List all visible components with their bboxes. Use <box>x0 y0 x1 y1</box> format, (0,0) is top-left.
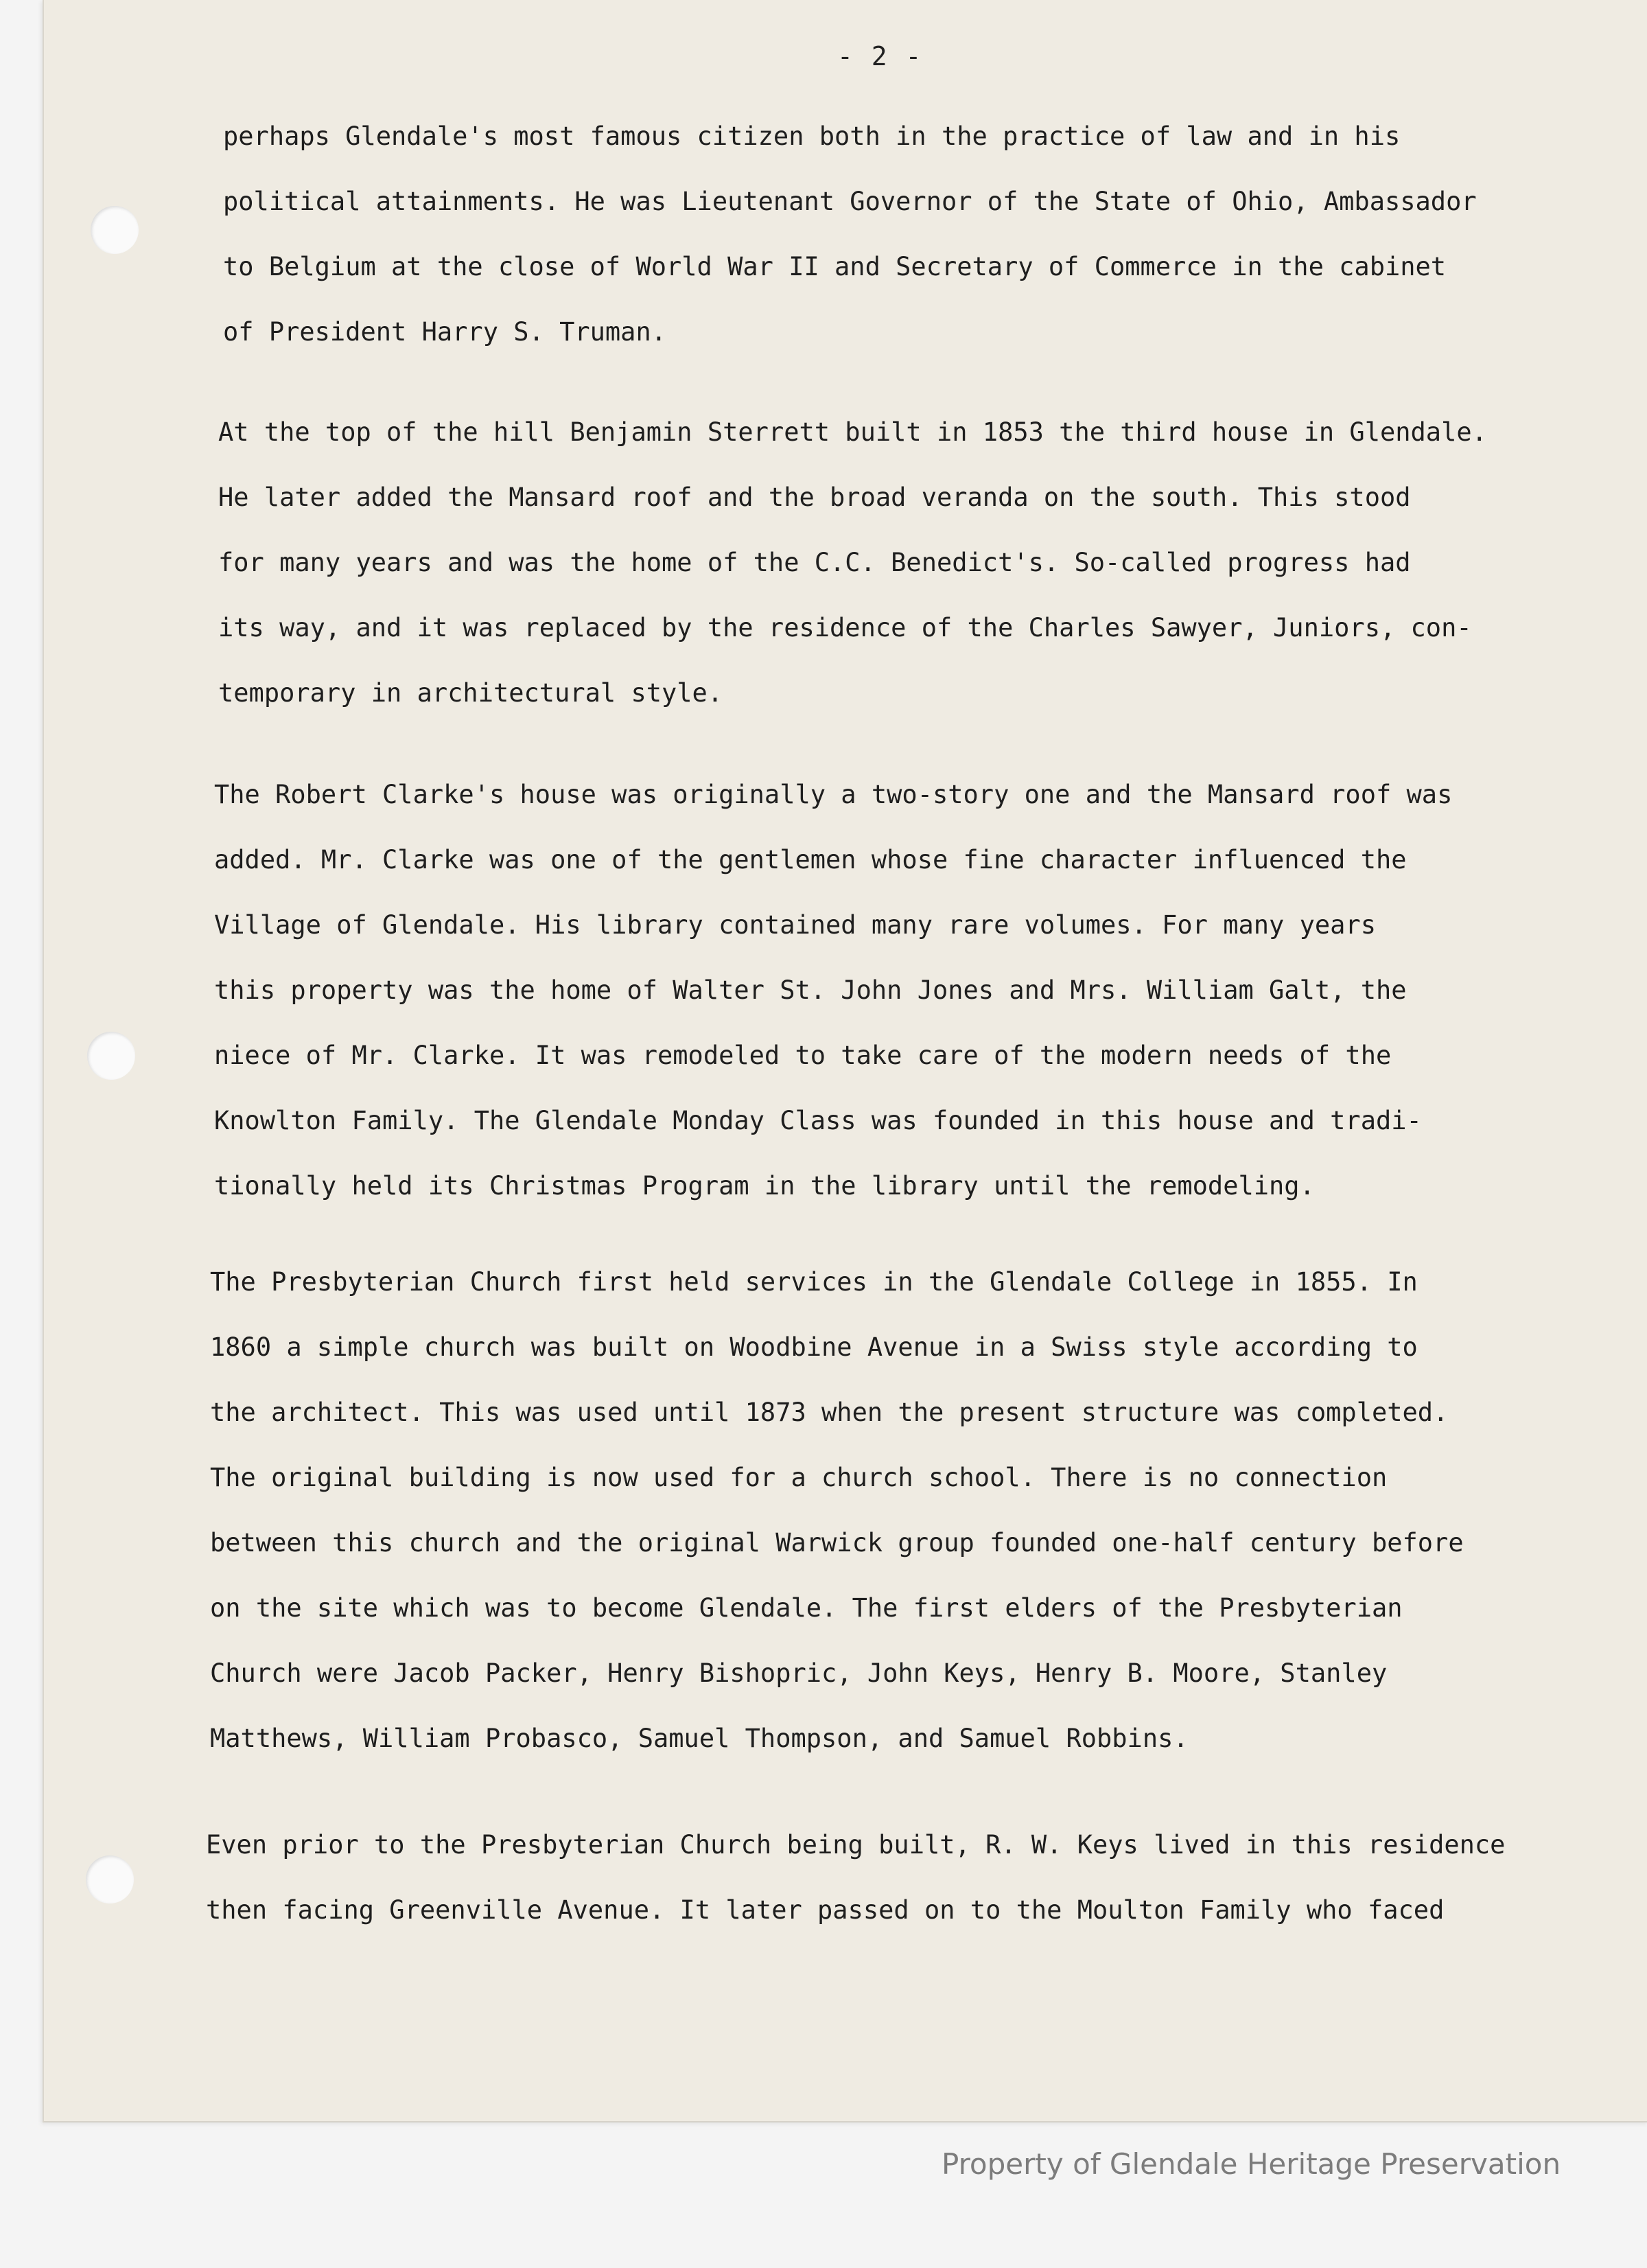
text-line: tionally held its Christmas Program in the library until the remodeling. <box>214 1171 1315 1201</box>
text-line: to Belgium at the close of World War II and Secretary of Commerce in the cabinet <box>223 252 1447 281</box>
text-line: The original building is now used for a church school. There is no connection <box>210 1463 1388 1492</box>
text-line: The Robert Clarke's house was originally a two-story one and the Mansard roof was <box>214 780 1453 809</box>
punch-hole-top <box>91 206 139 254</box>
text-line: The Presbyterian Church first held services in the Glendale College in 1855. In <box>210 1267 1418 1297</box>
text-line: added. Mr. Clarke was one of the gentlemen whose fine character influenced the <box>214 845 1407 875</box>
text-line: Even prior to the Presbyterian Church being built, R. W. Keys lived in this residence <box>206 1830 1506 1860</box>
text-line: He later added the Mansard roof and the broad veranda on the south. This stood <box>218 483 1411 512</box>
paragraph-2 <box>218 400 1563 726</box>
text-line: political attainments. He was Lieutenant Governor of the State of Ohio, Ambassador <box>223 187 1477 216</box>
text-line: temporary in architectural style. <box>218 678 723 708</box>
paragraph-3 <box>214 762 1559 1218</box>
text-line: the architect. This was used until 1873 when the present structure was completed. <box>210 1398 1449 1427</box>
text-line: At the top of the hill Benjamin Sterrett built in 1853 the third house in Glendale. <box>218 417 1487 447</box>
text-line: its way, and it was replaced by the residence of the Charles Sawyer, Juniors, con- <box>218 613 1472 643</box>
footer-watermark: Property of Glendale Heritage Preservation <box>942 2147 1561 2181</box>
text-line: on the site which was to become Glendale. The first elders of the Presbyterian <box>210 1593 1403 1623</box>
punch-hole-bottom <box>86 1855 134 1903</box>
text-line: Matthews, William Probasco, Samuel Thompson, and Samuel Robbins. <box>210 1724 1189 1753</box>
punch-hole-middle <box>87 1032 135 1080</box>
paragraph-5 <box>206 1812 1551 1943</box>
text-line: for many years and was the home of the C.C. Benedict's. So-called progress had <box>218 548 1411 577</box>
text-line: between this church and the original Warwick group founded one-half century before <box>210 1528 1464 1558</box>
text-line: this property was the home of Walter St. John Jones and Mrs. William Galt, the <box>214 975 1407 1005</box>
text-line: Church were Jacob Packer, Henry Bishopric, John Keys, Henry B. Moore, Stanley <box>210 1658 1388 1688</box>
paragraph-4 <box>210 1249 1555 1771</box>
text-line: niece of Mr. Clarke. It was remodeled to take care of the modern needs of the <box>214 1041 1392 1070</box>
text-line: perhaps Glendale's most famous citizen both in the practice of law and in his <box>223 121 1401 151</box>
text-line: 1860 a simple church was built on Woodbine Avenue in a Swiss style according to <box>210 1332 1418 1362</box>
text-line: then facing Greenville Avenue. It later passed on to the Moulton Family who faced <box>206 1895 1445 1925</box>
text-line: Village of Glendale. His library contained many rare volumes. For many years <box>214 910 1376 940</box>
text-line: of President Harry S. Truman. <box>223 317 667 347</box>
page-number: - 2 - <box>837 41 923 71</box>
paragraph-1 <box>223 104 1568 364</box>
text-line: Knowlton Family. The Glendale Monday Class was founded in this house and tradi- <box>214 1106 1422 1135</box>
